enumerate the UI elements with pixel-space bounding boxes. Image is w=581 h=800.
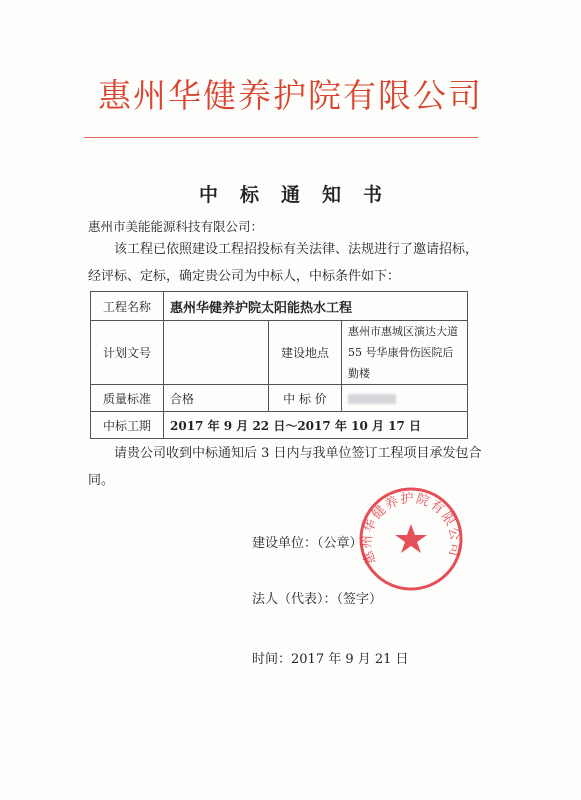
project-value: 惠州华健养护院太阳能热水工程 xyxy=(164,292,468,321)
table-row xyxy=(91,412,468,439)
letterhead: 惠州华健养护院有限公司 xyxy=(98,76,483,115)
quality-label: 质量标准 xyxy=(91,385,164,412)
company-seal-icon xyxy=(356,484,466,594)
redacted-price xyxy=(348,394,396,404)
price-value xyxy=(342,385,468,412)
closing-paragraph: 请贵公司收到中标通知后 3 日内与我单位签订工程项目承发包合同。 xyxy=(88,446,482,488)
document-title: 中标通知书 xyxy=(198,184,404,206)
intro-paragraph: 该工程已依照建设工程招投标有关法律、法规进行了邀请招标，经评标、定标，确定贵公司为中标人，中标条件如下： xyxy=(88,242,479,284)
signature-representative: 法人（代表）：（签字） xyxy=(252,592,383,607)
site-label: 建设地点 xyxy=(269,321,342,385)
signature-unit: 建设单位：（公章） xyxy=(252,536,363,551)
project-label: 工程名称 xyxy=(91,292,164,321)
period-label: 中标工期 xyxy=(91,412,164,439)
addressee: 惠州市美能能源科技有限公司： xyxy=(88,219,264,234)
award-terms-table xyxy=(90,291,468,439)
table-row xyxy=(91,385,468,412)
price-label: 中 标 价 xyxy=(269,385,342,412)
site-value: 惠州市惠城区演达大道 55 号华康骨伤医院后勤楼 xyxy=(342,321,468,385)
quality-value: 合格 xyxy=(164,385,269,412)
plan-no-value xyxy=(164,321,269,385)
plan-no-label: 计划文号 xyxy=(91,321,164,385)
period-value: 2017 年 9 月 22 日～2017 年 10 月 17 日 xyxy=(164,412,468,439)
svg-text:惠州华健养护院有限公司: 惠州华健养护院有限公司 xyxy=(359,491,463,566)
letterhead-rule xyxy=(84,137,478,138)
signature-date: 时间：2017 年 9 月 21 日 xyxy=(252,652,409,667)
table-row xyxy=(91,292,468,321)
table-row xyxy=(91,321,468,385)
